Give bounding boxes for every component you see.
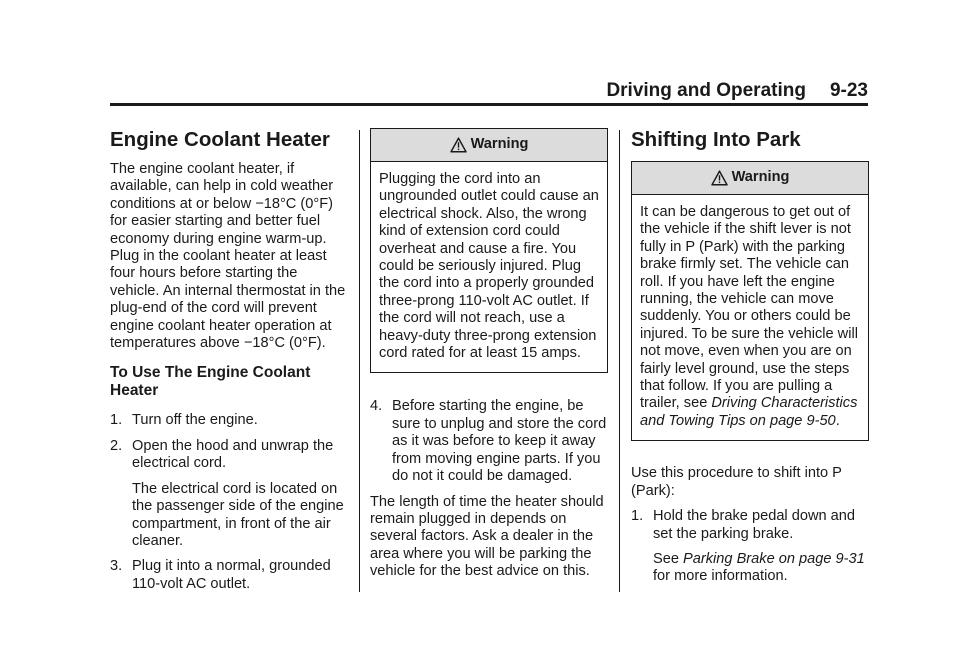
warning-text-main: It can be dangerous to get out of the vehicle if the shift lever is not fully in P (Park) with the parking brake firmly set. The vehicle can roll. If you have left the engine running, the vehicle can move suddenly. You or others could be injured. To be sure the vehicle will not move, even when you are on fairly level ground, use the steps that follow. If you are pulling a trailer, see [640,204,858,412]
warning-icon [450,137,467,153]
park-procedure-intro: Use this procedure to shift into P (Park): [631,465,842,499]
step-number: 4. [370,398,383,415]
warning-text [632,195,868,440]
step-note [631,551,869,586]
heater-duration-note: The length of time the heater should remain plugged in depends on several factors. Ask a dealer in the area where you will be parking the vehicle for the best advice on this. [370,493,604,580]
step-number: 2. [110,437,123,454]
list-item [110,558,350,593]
heater-steps [110,412,350,593]
warning-text: Plugging the cord into an ungrounded outlet could cause an electrical shock. Also, the wrong kind of extension cord could overheat and cause a fire. You could be seriously injured. Plug the cord into a properly grounded three-prong 110-volt AC outlet. If the cord will not reach, use a heavy-duty three-prong extension cord rated for at least 15 amps. [379,171,599,362]
header-rule [110,103,868,106]
column-divider-2 [619,130,620,592]
column-1 [110,128,350,601]
step-text: Before starting the engine, be sure to unplug and store the cord as it was before to keep it away from moving engine parts. If you do not it could be damaged. [392,398,607,485]
warning-box-park [631,161,869,441]
column-3 [631,128,869,594]
step-number: 1. [631,508,644,525]
list-item [370,398,608,485]
subsection-title-use-heater: To Use The Engine Coolant Heater [110,364,311,400]
warning-header [632,162,868,195]
see-text-end: for more information. [653,568,788,585]
warning-icon [711,170,728,186]
header-page-number: 9-23 [829,80,868,101]
warning-header [371,129,607,162]
step-number: 3. [110,558,123,575]
list-item [110,412,350,429]
section-title-coolant-heater: Engine Coolant Heater [110,128,330,151]
warning-title: Warning [731,169,790,186]
list-item [631,508,869,543]
column-2 [370,128,608,581]
warning-title: Warning [470,136,529,153]
parking-brake-link[interactable]: Parking Brake on page 9-31 [683,550,865,567]
step-text: Open the hood and unwrap the electrical cord. [132,437,334,472]
step-number: 1. [110,412,123,429]
step-text: Hold the brake pedal down and set the parking brake. [653,508,856,542]
step-note: The electrical cord is located on the passenger side of the engine compartment, in front of the air cleaner. [132,480,344,549]
towing-tips-link[interactable]: Driving Characteristics and Towing Tips on page 9-50 [640,395,858,429]
running-header [110,80,868,102]
see-text: See [653,550,684,567]
coolant-heater-intro: The engine coolant heater, if available, can help in cold weather conditions at or below −18°C (0°F) for easier starting and better fuel economy during engine warm-up. Plug in the coolant heater at least four hours before starting the vehicle. An internal thermostat in the plug-end of the cord will prevent engine coolant heater operation at temperatures above −18°C (0°F). [110,161,346,352]
column-divider-1 [359,130,360,592]
warning-text-end: . [835,412,840,429]
section-title-shifting-park: Shifting Into Park [631,128,801,151]
warning-box-extension-cord [370,128,608,373]
step-text: Turn off the engine. [132,412,258,429]
header-section-title: Driving and Operating [606,80,806,101]
list-item [110,438,350,473]
step-text: Plug it into a normal, grounded 110-volt AC outlet. [132,558,331,592]
